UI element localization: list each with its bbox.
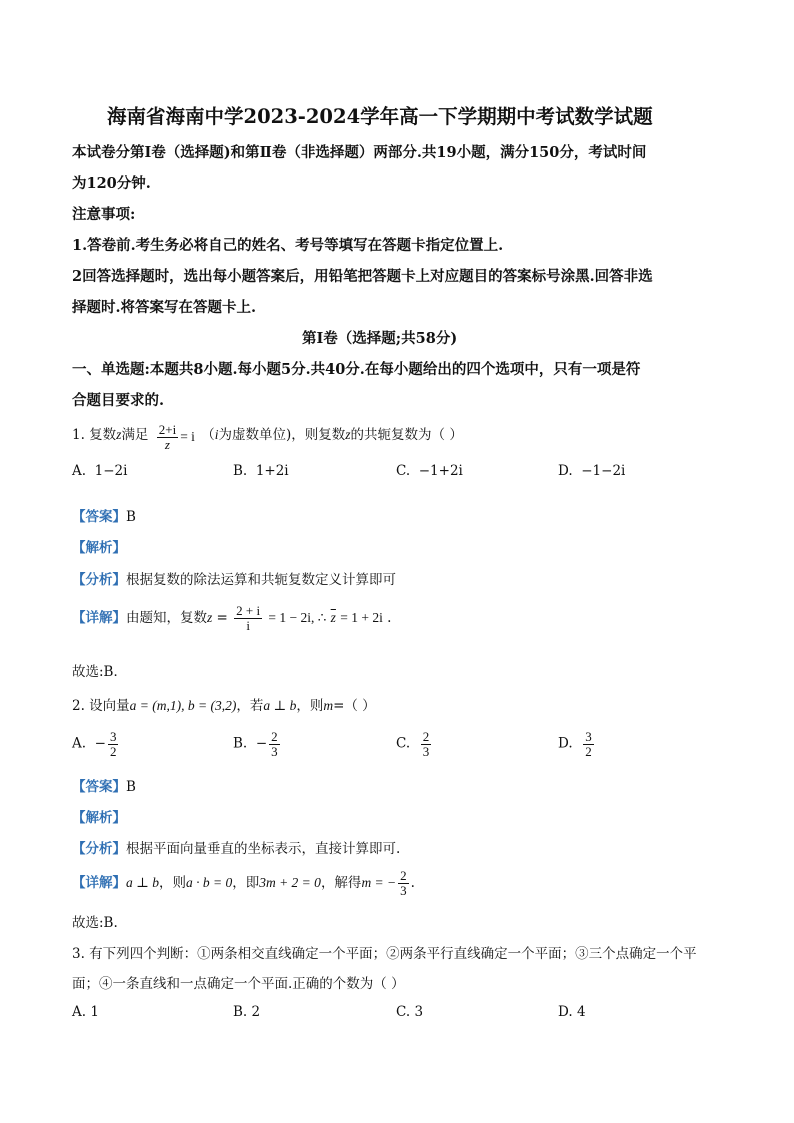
q2-detail: 【详解】a ⊥ b，则a · b = 0，即3m + 2 = 0，解得m = − $\frac{2}{3}$ . [72,868,415,898]
q1-analysis-tag: 【解析】 [72,540,126,556]
page-title: 海南省海南中学2023-2024学年高一下学期期中考试数学试题 [107,105,653,128]
q2-answer: 【答案】B [72,779,136,795]
note-1: 1.答卷前.考生务必将自己的姓名、考号等填写在答题卡指定位置上. [72,237,504,254]
part1-line-1: 一、单选题:本题共8小题.每小题5分.共40分.在每小题给出的四个选项中，只有一项是符 [72,361,641,378]
q2-option-c: C. $\frac{2}{3}$ [396,729,430,759]
intro-line-1: 本试卷分第Ⅰ卷（选择题)和第Ⅱ卷（非选择题）两部分.共19小题，满分150分，考试时间 [72,144,647,161]
question-1-stem: 1. 复数z满足 $\frac{2+i}{z}$ = i （i为虚数单位)，则复数z的共轭复数为（ ） [72,422,463,452]
q3-option-d: D. 4 [558,1004,586,1020]
question-3-line-1: 3. 有下列四个判断：①两条相交直线确定一个平面；②两条平行直线确定一个平面；③三个点确定一个平 [72,946,697,962]
question-3-line-2: 面；④一条直线和一点确定一个平面.正确的个数为（ ） [72,976,405,992]
part1-line-2: 合题目要求的. [72,392,165,409]
section-heading: 第Ⅰ卷（选择题;共58分) [302,330,458,347]
note-2-line-1: 2回答选择题时，选出每小题答案后，用铅笔把答题卡上对应题目的答案标号涂黑.回答非选 [72,268,653,285]
q1-fenxi: 【分析】根据复数的除法运算和共轭复数定义计算即可 [72,572,396,588]
q3-option-a: A. 1 [72,1004,99,1020]
q1-option-a: A. 1−2i [72,463,128,479]
note-2-line-2: 择题时.将答案写在答题卡上. [72,299,257,316]
q3-option-c: C. 3 [396,1004,424,1020]
intro-line-2: 为120分钟. [72,175,151,192]
q1-option-b: B. 1+2i [233,463,289,479]
q1-option-d: D. −1−2i [558,463,626,479]
q1-option-c: C. −1+2i [396,463,463,479]
q2-option-b: B. − $\frac{2}{3}$ [233,729,278,759]
q2-option-d: D. $\frac{3}{2}$ [558,729,592,759]
q1-condition-fraction: $\frac{2+i}{z}$ [158,422,177,452]
q2-fenxi: 【分析】根据平面向量垂直的坐标表示，直接计算即可. [72,841,401,857]
q1-conclusion: 故选:B． [72,664,127,680]
q1-answer: 【答案】B [72,509,136,525]
q2-analysis-tag: 【解析】 [72,810,126,826]
q2-option-a: A. − $\frac{3}{2}$ [72,729,117,759]
q3-option-b: B. 2 [233,1004,261,1020]
notice-heading: 注意事项: [72,206,136,223]
q1-detail: 【详解】由题知，复数z = $\frac{2 + i}{i}$ = 1 − 2i, ∴ $\overline{z} = 1 + 2i$ . [72,603,392,633]
question-2-stem: 2. 设向量a = (m,1), b = (3,2)，若a ⊥ b，则m=（ ） [72,698,376,714]
q2-conclusion: 故选:B. [72,915,118,931]
